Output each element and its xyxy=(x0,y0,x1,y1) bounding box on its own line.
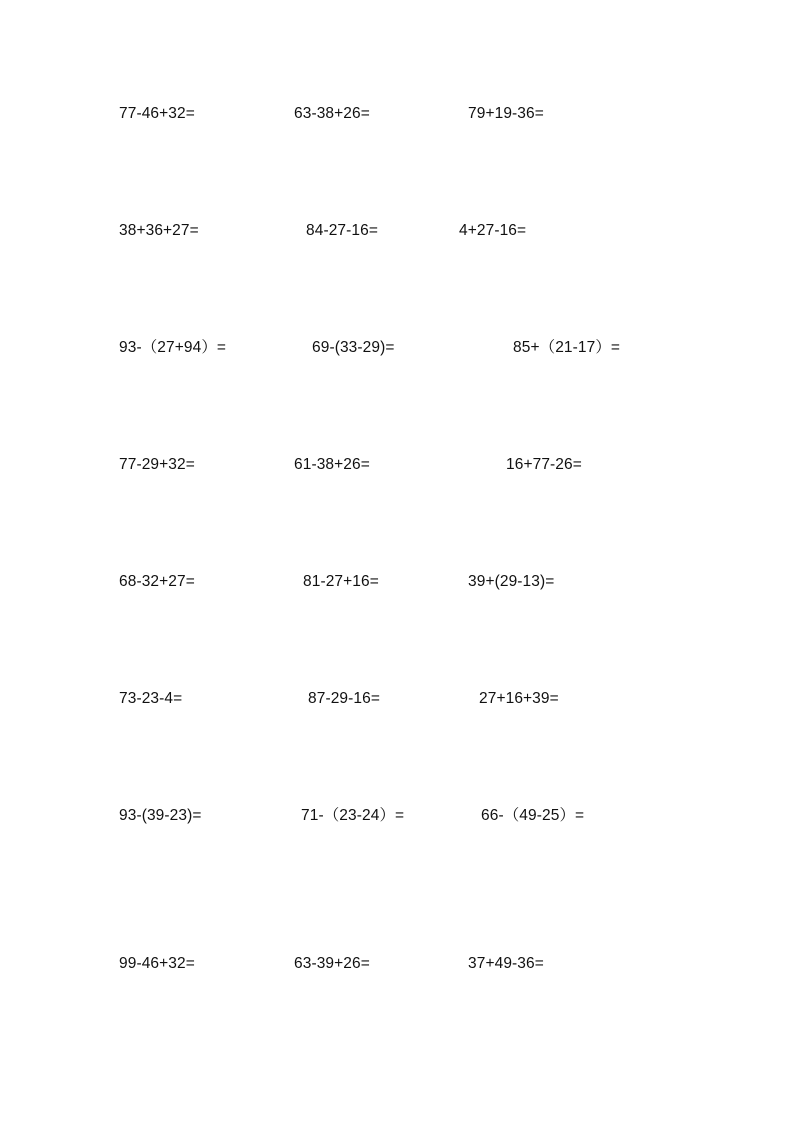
problem-r4-c1: 77-29+32= xyxy=(119,456,195,473)
problem-r5-c2: 81-27+16= xyxy=(303,573,379,590)
problem-r4-c2: 61-38+26= xyxy=(294,456,370,473)
problem-r3-c3: 85+（21-17）= xyxy=(513,339,621,356)
problem-r8-c3: 37+49-36= xyxy=(468,955,544,972)
problem-r1-c2: 63-38+26= xyxy=(294,105,370,122)
problem-r2-c2: 84-27-16= xyxy=(306,222,378,239)
problem-r5-c3: 39+(29-13)= xyxy=(468,573,555,590)
problem-r8-c2: 63-39+26= xyxy=(294,955,370,972)
problem-r6-c3: 27+16+39= xyxy=(479,690,559,707)
problem-r1-c1: 77-46+32= xyxy=(119,105,195,122)
problem-r7-c2: 71-（23-24）= xyxy=(301,807,405,824)
problem-r7-c1: 93-(39-23)= xyxy=(119,807,202,824)
problem-r8-c1: 99-46+32= xyxy=(119,955,195,972)
problem-r2-c3: 4+27-16= xyxy=(459,222,527,239)
problem-r1-c3: 79+19-36= xyxy=(468,105,544,122)
problem-r5-c1: 68-32+27= xyxy=(119,573,195,590)
problem-r2-c1: 38+36+27= xyxy=(119,222,199,239)
problem-r6-c2: 87-29-16= xyxy=(308,690,380,707)
problem-r3-c1: 93-（27+94）= xyxy=(119,339,227,356)
problem-r4-c3: 16+77-26= xyxy=(506,456,582,473)
problem-r6-c1: 73-23-4= xyxy=(119,690,183,707)
problem-r3-c2: 69-(33-29)= xyxy=(312,339,395,356)
problem-r7-c3: 66-（49-25）= xyxy=(481,807,585,824)
